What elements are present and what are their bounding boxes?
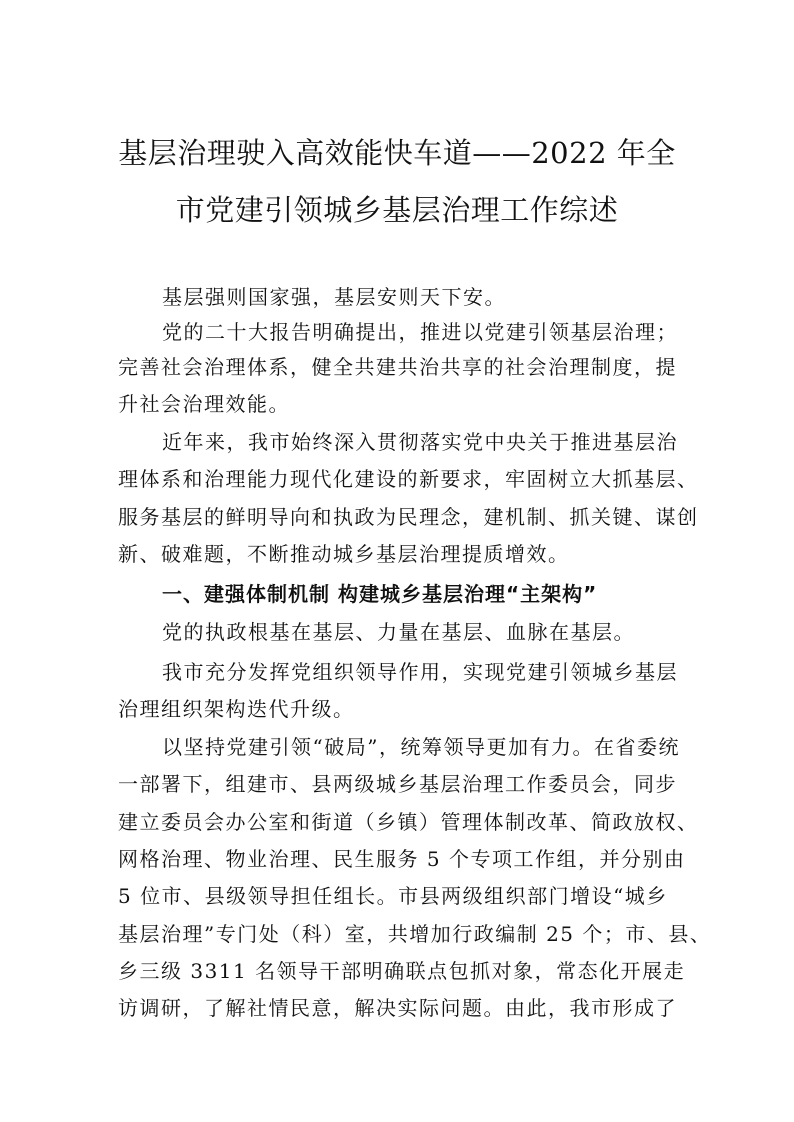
body-line-5: 近年来，我市始终深入贯彻落实党中央关于推进基层治 bbox=[162, 430, 678, 454]
document-title-line-2: 市党建引领城乡基层治理工作综述 bbox=[175, 193, 619, 227]
body-line-16: 网格治理、物业治理、民生服务 5 个专项工作组，并分别由 bbox=[118, 847, 686, 871]
body-line-18: 基层治理”专门处（科）室，共增加行政编制 25 个；市、县、 bbox=[118, 922, 712, 946]
body-line-13: 以坚持党建引领“破局”，统筹领导更加有力。在省委统 bbox=[162, 735, 680, 759]
body-line-10: 党的执政根基在基层、力量在基层、血脉在基层。 bbox=[162, 620, 635, 644]
body-line-6: 理体系和治理能力现代化建设的新要求，牢固树立大抓基层、 bbox=[118, 467, 699, 491]
body-line-19: 乡三级 3311 名领导干部明确联点包抓对象，常态化开展走 bbox=[118, 959, 686, 983]
body-line-8: 新、破难题，不断推动城乡基层治理提质增效。 bbox=[118, 542, 570, 566]
body-line-4: 升社会治理效能。 bbox=[118, 392, 290, 416]
body-line-17: 5 位市、县级领导担任组长。市县两级组织部门增设“城乡 bbox=[118, 884, 668, 908]
body-line-15: 建立委员会办公室和街道（乡镇）管理体制改革、简政放权、 bbox=[118, 810, 699, 834]
body-line-2: 党的二十大报告明确提出，推进以党建引领基层治理； bbox=[162, 320, 678, 344]
body-line-11: 我市充分发挥党组织领导作用，实现党建引领城乡基层 bbox=[162, 660, 678, 684]
body-line-14: 一部署下，组建市、县两级城乡基层治理工作委员会，同步 bbox=[118, 772, 677, 796]
document-title-line-1: 基层治理驶入高效能快车道——2022 年全 bbox=[118, 136, 676, 170]
body-line-20: 访调研，了解社情民意，解决实际问题。由此，我市形成了 bbox=[118, 996, 677, 1020]
section-heading-1: 一、建强体制机制 构建城乡基层治理“主架构” bbox=[162, 582, 598, 606]
body-line-3: 完善社会治理体系，健全共建共治共享的社会治理制度，提 bbox=[118, 355, 677, 379]
body-line-12: 治理组织架构迭代升级。 bbox=[118, 697, 355, 721]
body-line-1: 基层强则国家强，基层安则天下安。 bbox=[162, 285, 506, 309]
body-line-7: 服务基层的鲜明导向和执政为民理念，建机制、抓关键、谋创 bbox=[118, 505, 699, 529]
